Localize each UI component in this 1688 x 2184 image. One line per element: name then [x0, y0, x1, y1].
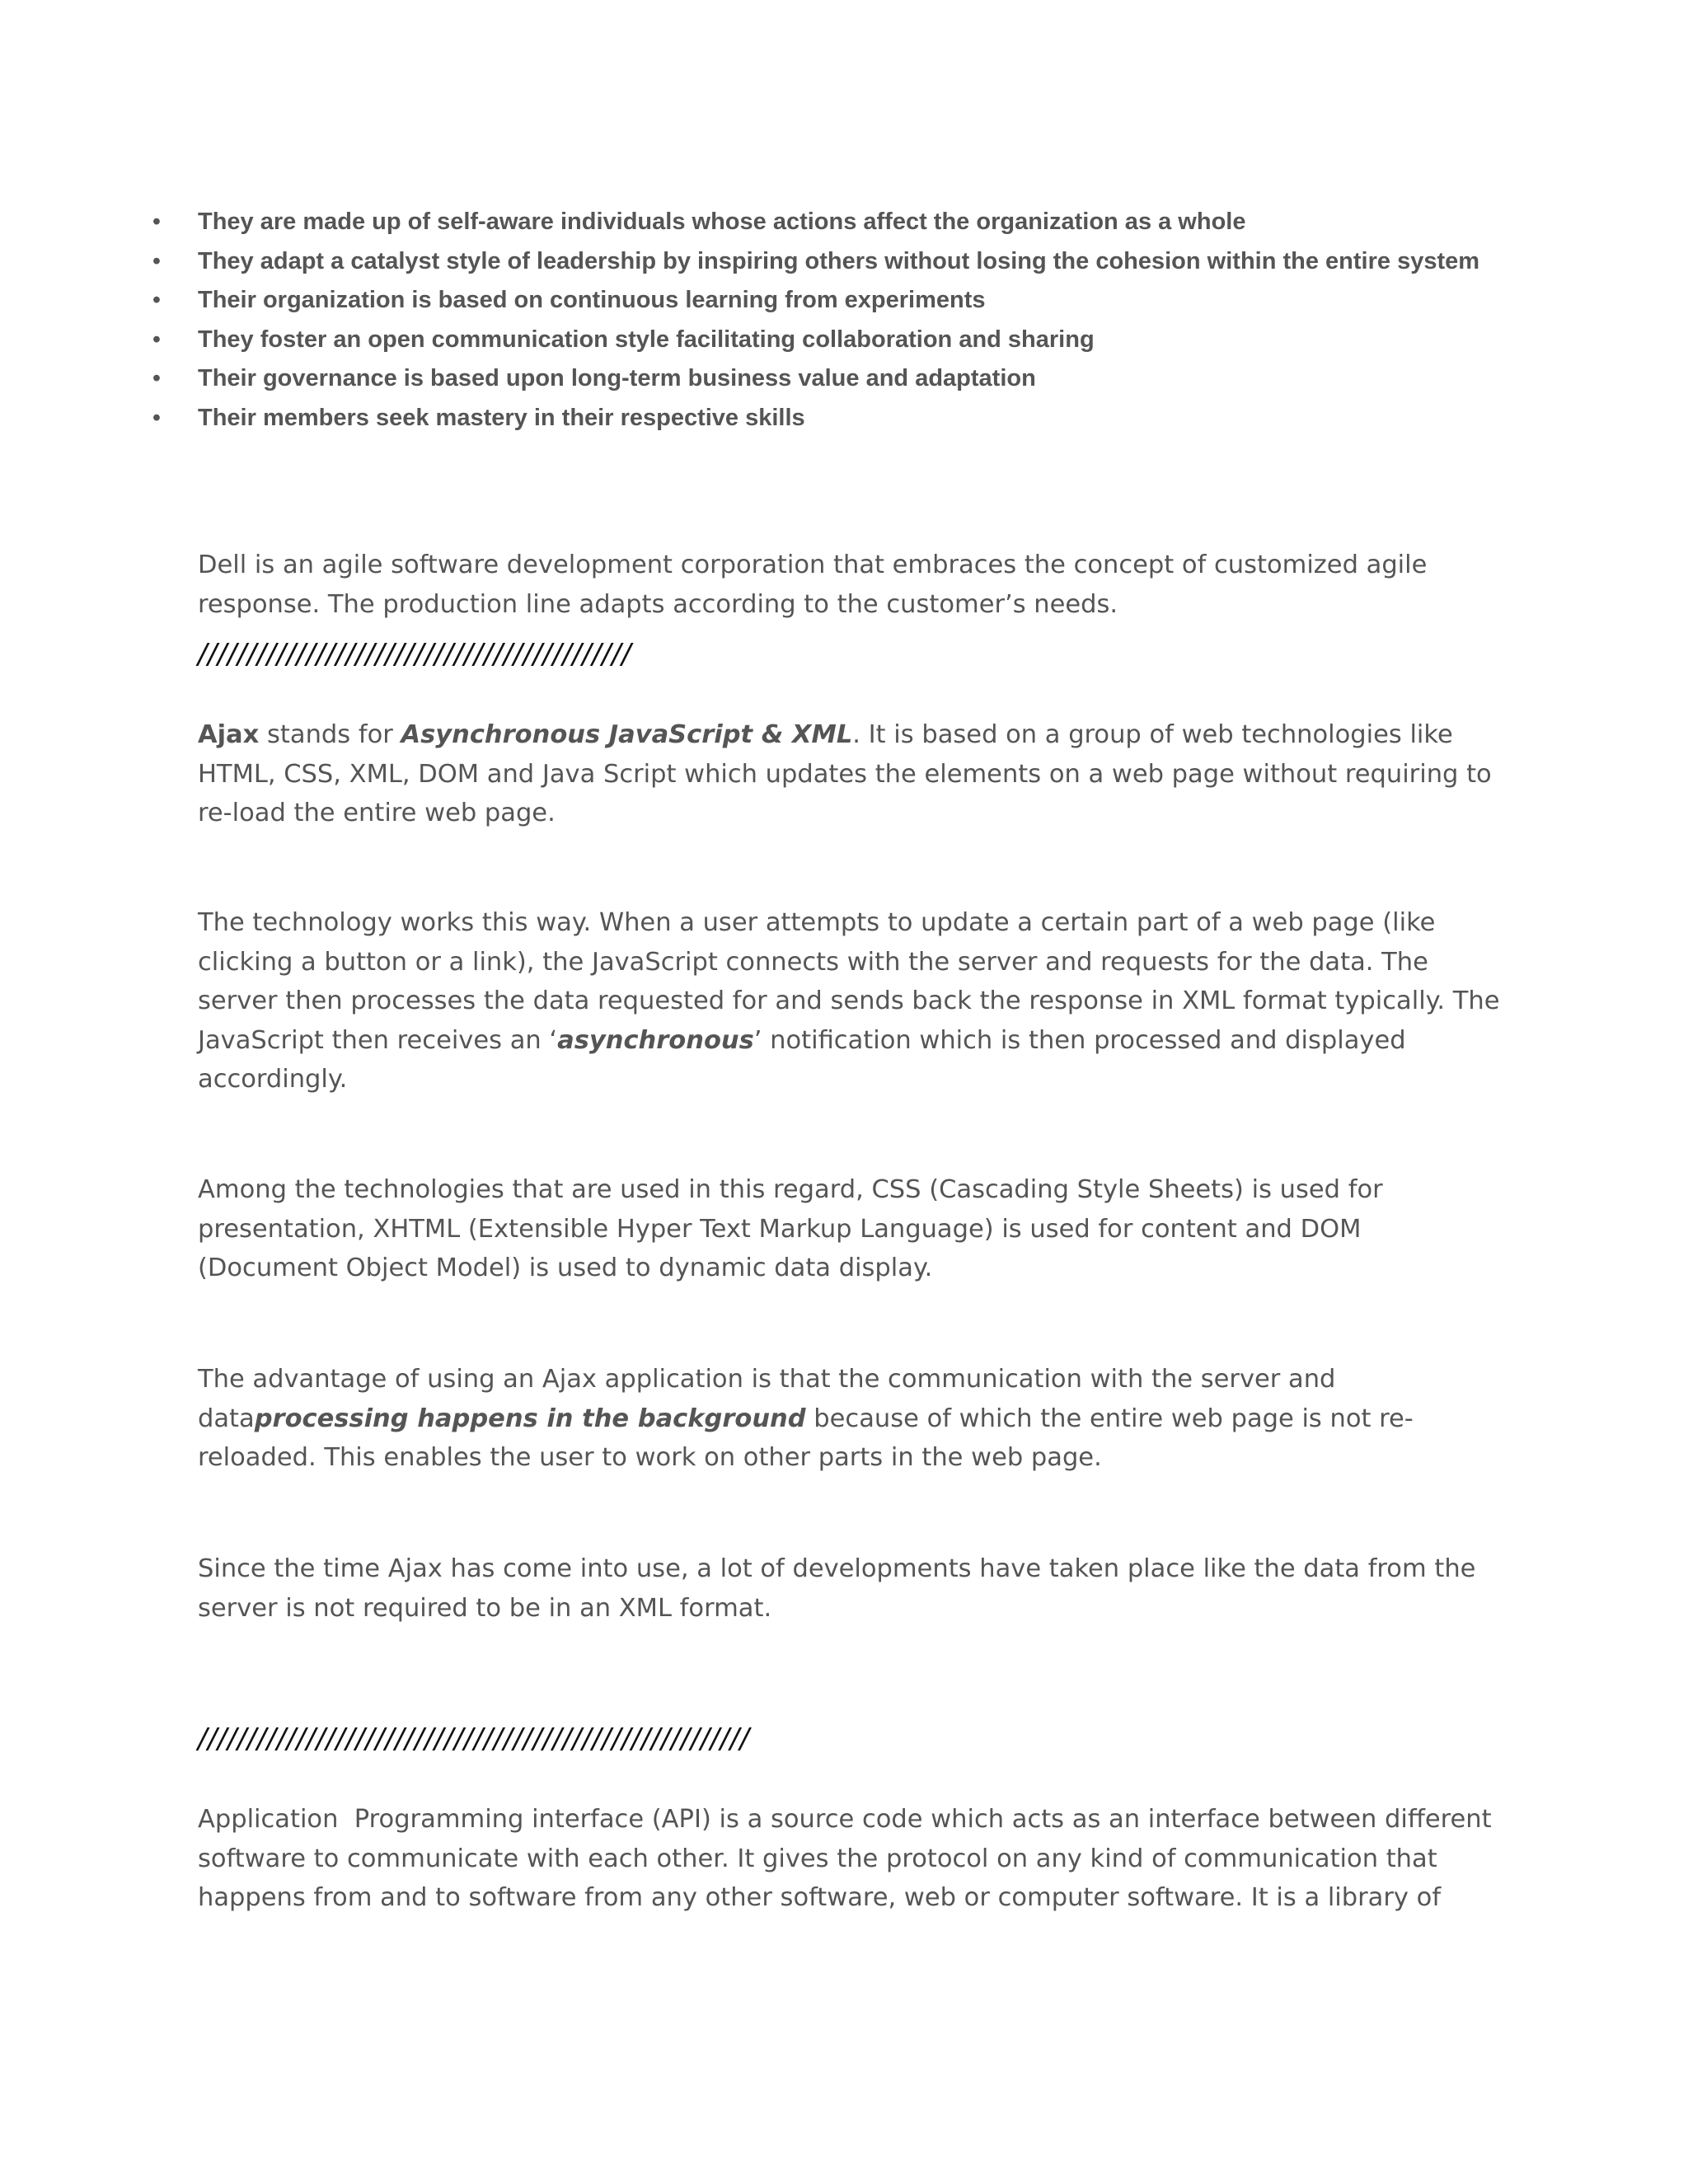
bullet-text: Their governance is based upon long-term business value and adaptation: [198, 365, 1036, 391]
bullet-list: [147, 203, 1482, 438]
api-paragraph: Application Programming interface (API) is a source code which acts as an interface between different software to communicate with each other. It gives the protocol on any kind of communication that happens from and to software from any other software, web or computer software. It is a library of: [198, 1805, 1500, 1912]
ajax-intro-text: stands for: [259, 720, 401, 749]
list-item: [147, 399, 1482, 438]
list-item: [147, 242, 1482, 282]
list-item: [147, 203, 1482, 242]
bullet-icon: •: [152, 404, 162, 431]
ajax-expansion: Asynchronous JavaScript & XML: [401, 720, 853, 749]
ajax-intro-paragraph: [198, 715, 1500, 833]
ajax-advantage-paragraph: [198, 1360, 1500, 1478]
asynchronous-emphasis: asynchronous: [557, 1025, 754, 1055]
bullet-text: They are made up of self-aware individuals whose actions affect the organization as a whole: [198, 209, 1246, 235]
bullet-icon: •: [152, 326, 162, 353]
bullet-icon: •: [152, 287, 162, 313]
bullet-text: Their members seek mastery in their respective skills: [198, 404, 805, 431]
ajax-developments-paragraph: Since the time Ajax has come into use, a lot of developments have taken place like the data from the server is not required to be in an XML format.: [198, 1554, 1476, 1623]
separator-line: ////////////////////////////////////////////////////////: [198, 1722, 750, 1755]
bullet-text: They adapt a catalyst style of leadership by inspiring others without losing the cohesion within the entire system: [198, 247, 1480, 274]
ajax-works-text-cont: ’ notification which is then processed and displayed accordingly.: [198, 1025, 1406, 1094]
dell-paragraph: Dell is an agile software development corporation that embraces the concept of customized agile response. The production line adapts according to the customer’s needs.: [198, 551, 1428, 619]
ajax-intro-text-cont: . It is based on a group of web technologies like HTML, CSS, XML, DOM and Java Script which updates the elements on a web page without requiring to re-load the entire web page.: [198, 720, 1492, 827]
ajax-advantage-text-cont: because of which the entire web page is not re-reloaded. This enables the user to work on other parts in the web page.: [198, 1404, 1414, 1472]
ajax-works-text: The technology works this way. When a user attempts to update a certain part of a web page (like clicking a button or a link), the JavaScript connects with the server and requests for the data. The server then processes the data requested for and sends back the response in XML format typically. The JavaScript then receives an ‘: [198, 908, 1500, 1055]
bullet-text: They foster an open communication style facilitating collaboration and sharing: [198, 326, 1095, 353]
bullet-text: Their organization is based on continuous learning from experiments: [198, 287, 986, 313]
list-item: [147, 281, 1482, 321]
ajax-works-paragraph: [198, 903, 1500, 1099]
ajax-technologies-paragraph: Among the technologies that are used in this regard, CSS (Cascading Style Sheets) is used for presentation, XHTML (Extensible Hyper Text Markup Language) is used for content and DOM (Document Object Model) is used to dynamic data display.: [198, 1175, 1383, 1282]
background-emphasis: processing happens in the background: [254, 1404, 806, 1433]
ajax-term: Ajax: [198, 720, 260, 749]
bullet-icon: •: [152, 209, 162, 235]
separator-line: ////////////////////////////////////////////: [198, 638, 632, 671]
bullet-icon: •: [152, 247, 162, 274]
list-item: [147, 321, 1482, 360]
list-item: [147, 359, 1482, 399]
bullet-icon: •: [152, 365, 162, 391]
ajax-advantage-text: The advantage of using an Ajax application is that the communication with the server and data: [198, 1365, 1336, 1433]
